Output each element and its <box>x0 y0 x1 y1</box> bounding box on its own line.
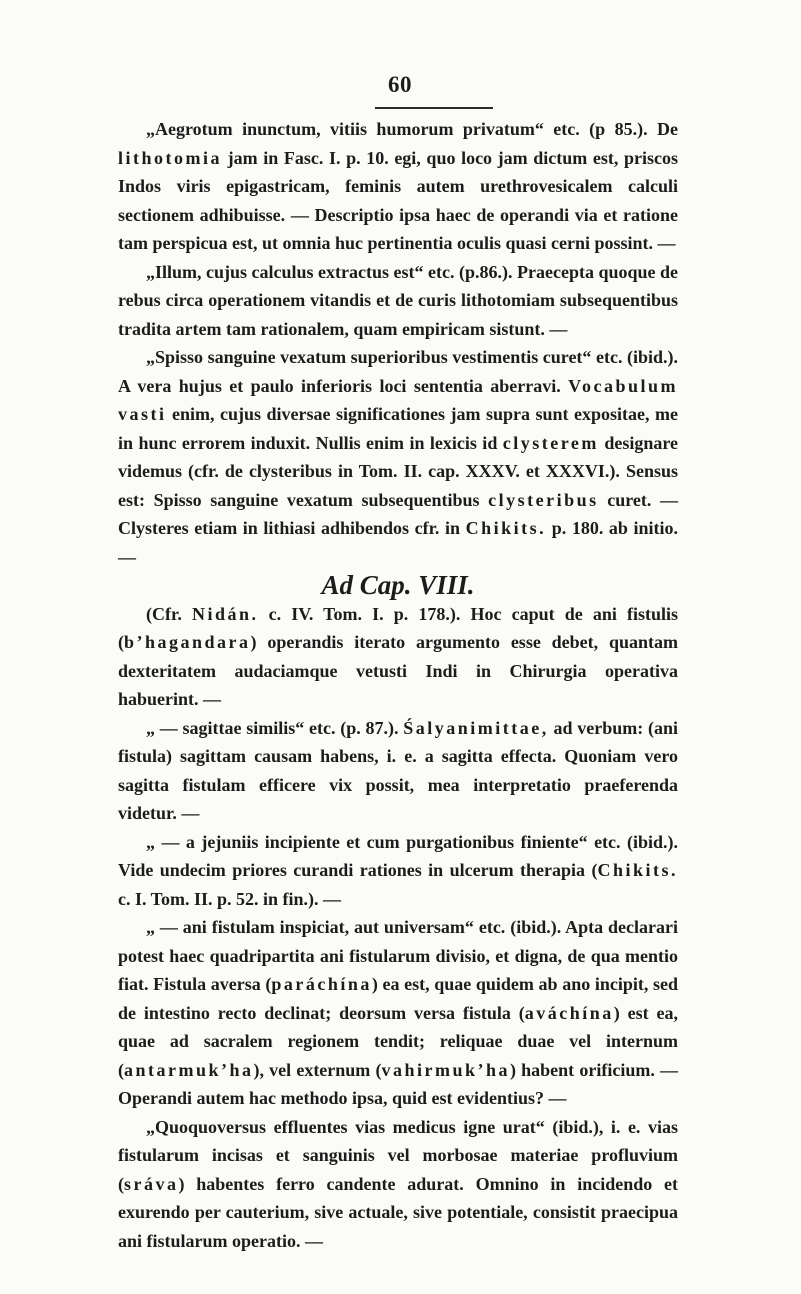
text-run: ad verbum: (ani fistula) sagittam causam habens, i. e. a sagitta effecta. Quoniam vero sagitta fistulam efficere vix possit, mea interpretatio praeferenda videtur. — <box>118 717 678 823</box>
spaced-term: aváchína <box>524 1002 614 1023</box>
paragraph <box>118 600 678 714</box>
text-run: „Aegrotum inunctum, vitiis humorum privatum“ etc. (p 85.). De <box>146 119 678 139</box>
paragraph <box>118 714 678 828</box>
text-run: jam in Fasc. I. p. 10. egi, quo loco jam dictum est, priscos Indos viris epigastricam, feminis autem urethrovesicalem calculi sectionem adhibuisse. — Descriptio ipsa haec de operandi via et ratione tam perspicua est, ut omnia huc pertinentia oculis quasi cerni possint. — <box>118 147 678 253</box>
text-run: enim, cujus diversae significationes jam supra sunt expositae, me in hunc errorem induxit. Nullis enim in lexicis id <box>118 404 678 453</box>
text-run: „ — ani fistulam inspiciat, aut universam“ etc. (ibid.). Apta declarari potest haec quadripartita ani fistularum divisio, et digna, de qua mentio fiat. Fistula aversa ( <box>118 917 678 994</box>
paragraph <box>118 258 678 344</box>
text-run: „Illum, cujus calculus extractus est“ etc. (p.86.). Praecepta quoque de rebus circa operationem vitandis et de curis lithotomiam subsequentibus tradita artem tam rationalem, quam empiricam sistunt. — <box>118 261 678 339</box>
spaced-term: Nidán. <box>191 603 259 624</box>
spaced-term: lithotomia <box>118 147 222 168</box>
text-run: ) operandis iterato argumento esse debet, quantam dexteritatem audaciamque vetusti Indi in Chirurgia operativa habuerint. — <box>118 632 678 709</box>
spaced-term: Chikits. <box>465 518 547 538</box>
paragraph <box>118 1113 678 1256</box>
spaced-term: clysteribus <box>488 489 599 510</box>
spaced-term: vahirmuk’ha <box>381 1059 510 1080</box>
spaced-term: Vocabulum vasti <box>118 375 678 424</box>
text-run: c. I. Tom. II. p. 52. in fin.). — <box>118 888 342 909</box>
text-run: curet. — Clysteres etiam in lithiasi adhibendos cfr. in <box>118 489 679 538</box>
spaced-term: b’hagandara <box>124 632 251 652</box>
text-run: c. IV. Tom. I. p. 178.). Hoc caput de ani fistulis ( <box>118 603 678 652</box>
text-run: designare videmus (cfr. de clysteribus in Tom. II. cap. XXXV. et XXXVI.). Sensus est: Spisso sanguine vexatum subsequentibus <box>118 432 679 510</box>
text-run: „Quoquoversus effluentes vias medicus igne urat“ (ibid.), i. e. vias fistularum incisas et sanguinis vel morbosae materiae profluvium ( <box>118 1116 678 1194</box>
text-run: ) est ea, quae ad sacralem regionem tendit; reliquae duae vel internum ( <box>118 1002 678 1080</box>
paragraph <box>118 828 678 914</box>
page-number: 60 <box>388 72 412 97</box>
text-run: p. 180. ab initio. — <box>118 518 678 567</box>
text-run: „Spisso sanguine vexatum superioribus vestimentis curet“ etc. (ibid.). A vera hujus et paulo inferioris loci sententia aberravi. <box>118 347 678 396</box>
text-run: „ — sagittae similis“ etc. (p. 87.). <box>146 717 404 738</box>
text-run: ) habent orificium. — Operandi autem hac methodo ipsa, quid est evidentius? — <box>118 1059 678 1108</box>
header-rule <box>375 107 493 109</box>
text-run: ) ea est, quae quidem ab ano incipit, sed de intestino recto declinat; deorsum versa fistula ( <box>118 974 678 1023</box>
spaced-term: Śalyanimittae, <box>403 717 549 738</box>
spaced-term: antarmuk’ha <box>124 1059 254 1080</box>
text-run: (Cfr. <box>146 603 192 624</box>
paragraph <box>118 343 678 571</box>
text-run: „ — a jejuniis incipiente et cum purgationibus finiente“ etc. (ibid.). Vide undecim priores curandi rationes in ulcerum therapia ( <box>118 831 678 880</box>
spaced-term: clysterem <box>502 432 599 453</box>
paragraph <box>118 115 678 258</box>
text-run: ) habentes ferro candente adurat. Omnino in incidendo et exurendo per cauterium, sive actuale, sive potentiale, consistit praecipua ani fistularum operatio. — <box>118 1173 678 1251</box>
section-heading: Ad Cap. VIII. <box>321 570 475 600</box>
text-run: ), vel externum ( <box>253 1059 382 1080</box>
paragraph <box>118 913 678 1113</box>
spaced-term: Chikits. <box>597 860 678 880</box>
body-text <box>118 115 678 1255</box>
spaced-term: paráchína <box>271 974 372 994</box>
spaced-term: sráva <box>124 1173 179 1194</box>
